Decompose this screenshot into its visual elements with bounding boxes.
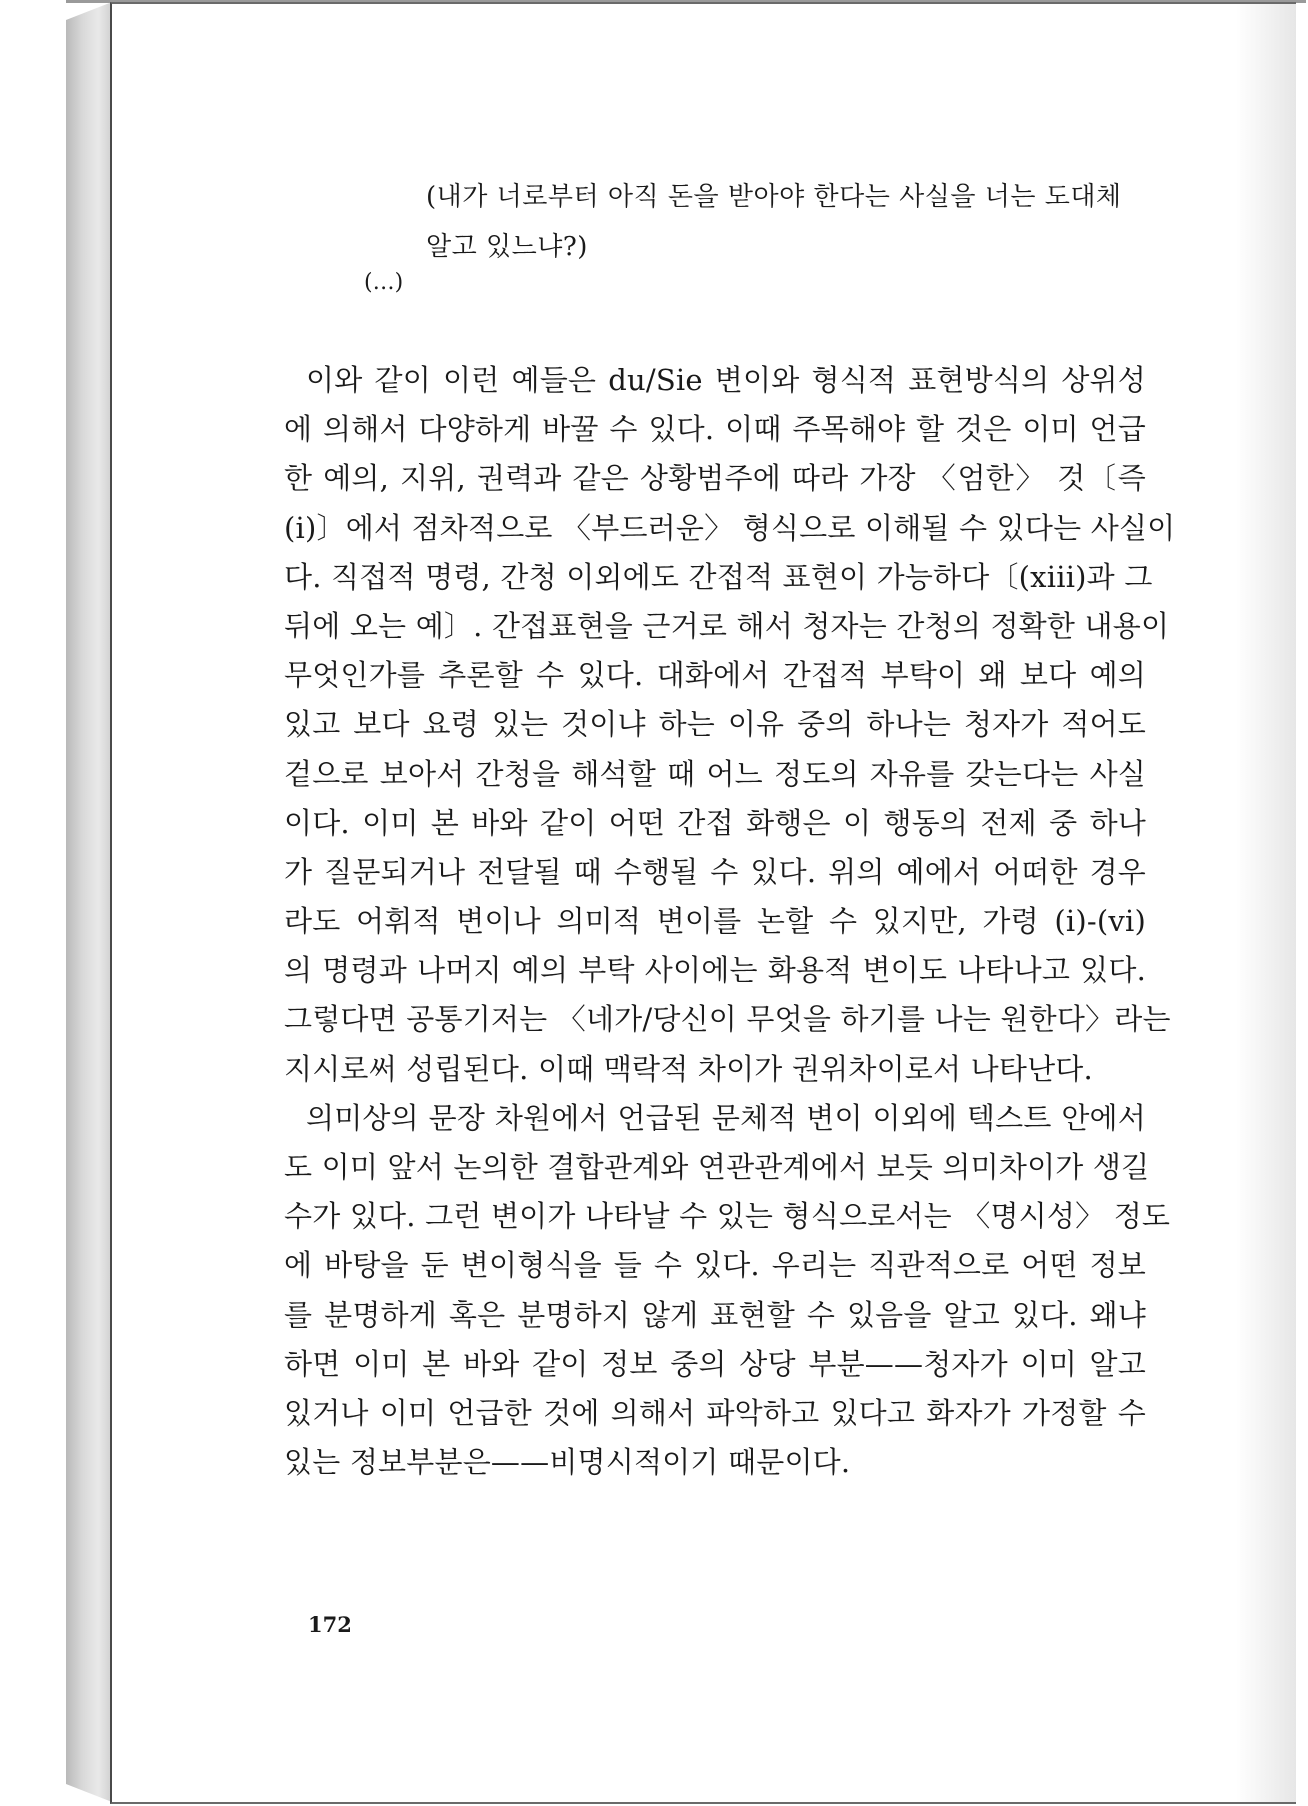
body-line: 가 질문되거나 전달될 때 수행될 수 있다. 위의 예에서 어떠한 경우: [284, 854, 1146, 889]
body-line: 의 명령과 나머지 예의 부탁 사이에는 화용적 변이도 나타나고 있다.: [284, 953, 1146, 988]
body-line: 무엇인가를 추론할 수 있다. 대화에서 간접적 부탁이 왜 보다 예의: [284, 658, 1146, 693]
body-line: 에 의해서 다양하게 바꿀 수 있다. 이때 주목해야 할 것은 이미 언급: [284, 412, 1146, 447]
body-line: 수가 있다. 그런 변이가 나타날 수 있는 형식으로서는 〈명시성〉 정도: [284, 1199, 1171, 1234]
body-line: 한 예의, 지위, 권력과 같은 상황범주에 따라 가장 〈엄한〉 것〔즉: [284, 461, 1146, 496]
body-line: 지시로써 성립된다. 이때 맥락적 차이가 권위차이로서 나타난다.: [284, 1051, 1093, 1086]
body-line: 겉으로 보아서 간청을 해석할 때 어느 정도의 자유를 갖는다는 사실: [284, 756, 1146, 791]
body-line: 라도 어휘적 변이나 의미적 변이를 논할 수 있지만, 가령 (i)-(vi): [284, 904, 1146, 939]
body-line: 하면 이미 본 바와 같이 정보 중의 상당 부분——청자가 이미 알고: [284, 1346, 1146, 1381]
body-line: 뒤에 오는 예〕. 간접표현을 근거로 해서 청자는 간청의 정확한 내용이: [284, 608, 1170, 643]
body-line: 이다. 이미 본 바와 같이 어떤 간접 화행은 이 행동의 전제 중 하나: [284, 805, 1146, 840]
book-spine: [66, 2, 112, 1802]
body-line: 그렇다면 공통기저는 〈네가/당신이 무엇을 하기를 나는 원한다〉라는: [284, 1002, 1171, 1037]
page-edge-shadow: [1236, 4, 1296, 1802]
body-line: 를 분명하게 혹은 분명하지 않게 표현할 수 있음을 알고 있다. 왜냐: [284, 1297, 1146, 1332]
body-line: (i)〕에서 점차적으로 〈부드러운〉 형식으로 이해될 수 있다는 사실이: [284, 510, 1176, 545]
quote-line: 알고 있느냐?): [426, 232, 588, 262]
body-line: 이와 같이 이런 예들은 du/Sie 변이와 형식적 표현방식의 상위성: [306, 363, 1146, 397]
body-line: 도 이미 앞서 논의한 결합관계와 연관관계에서 보듯 의미차이가 생길: [284, 1150, 1150, 1184]
body-line: 의미상의 문장 차원에서 언급된 문체적 변이 이외에 텍스트 안에서: [306, 1100, 1146, 1135]
quote-line: (내가 너로부터 아직 돈을 받아야 한다는 사실을 너는 도대체: [426, 182, 1122, 212]
body-line: 다. 직접적 명령, 간청 이외에도 간접적 표현이 가능하다〔(xiii)과 그: [284, 559, 1153, 594]
body-line: 있고 보다 요령 있는 것이냐 하는 이유 중의 하나는 청자가 적어도: [284, 707, 1146, 742]
quote-ellipsis: (…): [364, 270, 404, 295]
block-quote: [426, 172, 1146, 272]
body-line: 있는 정보부분은——비명시적이기 때문이다.: [284, 1445, 851, 1480]
page-number: 172: [308, 1612, 352, 1637]
body-text: [284, 356, 1176, 1487]
body-line: 있거나 이미 언급한 것에 의해서 파악하고 있다고 화자가 가정할 수: [284, 1395, 1146, 1430]
body-line: 에 바탕을 둔 변이형식을 들 수 있다. 우리는 직관적으로 어떤 정보: [284, 1248, 1146, 1283]
